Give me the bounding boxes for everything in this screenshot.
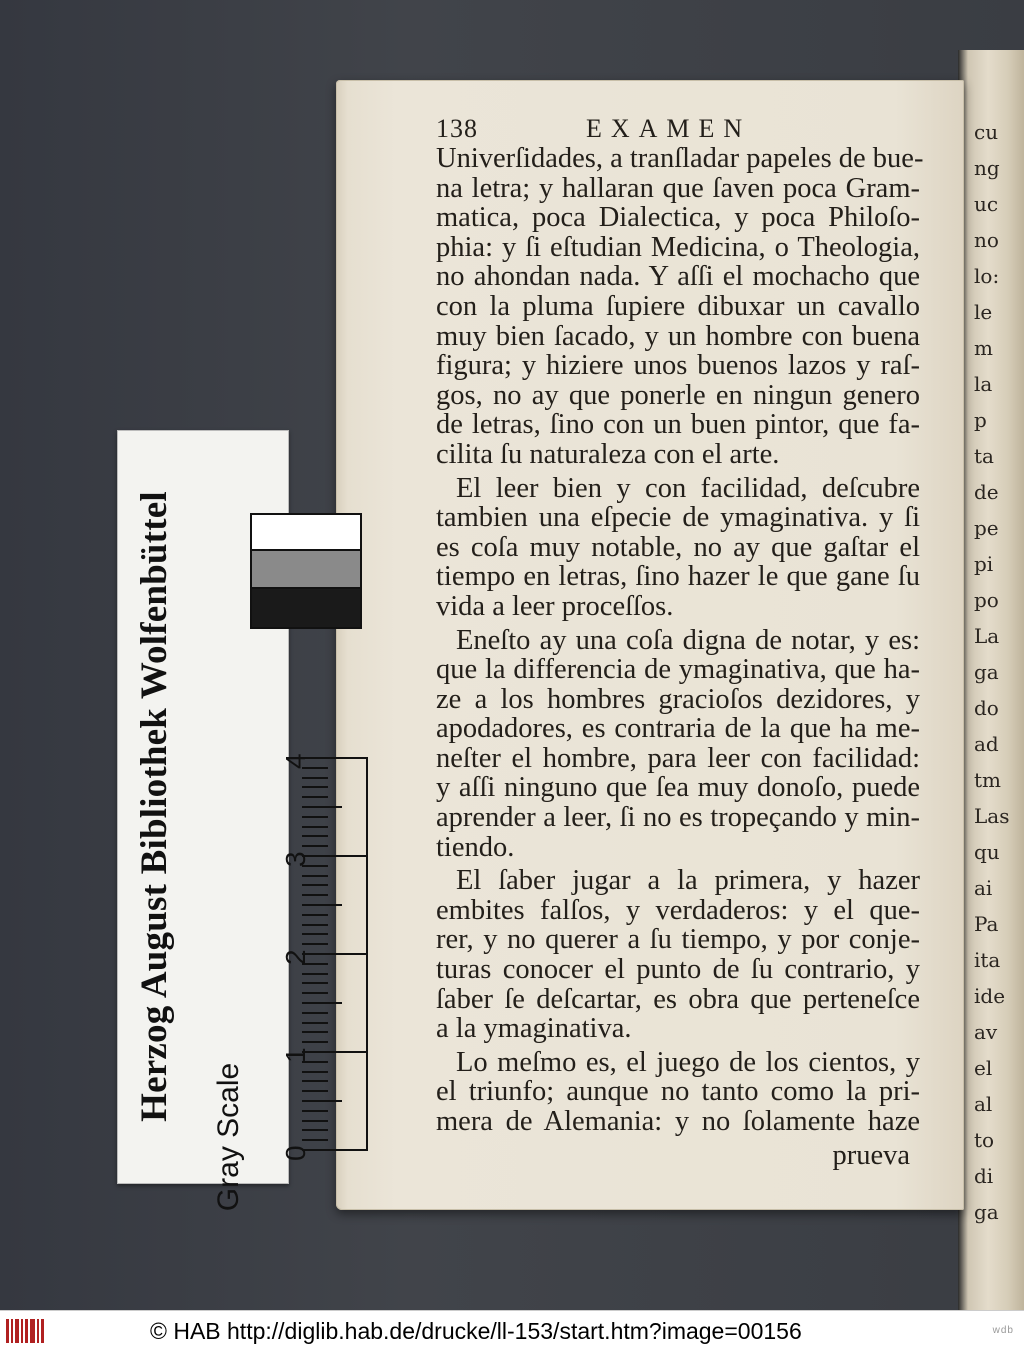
adjacent-text-fragment: lo: [974, 264, 1000, 288]
ruler-tick [302, 884, 328, 886]
text-line: que la differencia de ymaginativa, que ha- [436, 654, 920, 686]
catchword: prueva [832, 1139, 910, 1171]
barcode-icon [6, 1319, 48, 1343]
ruler-tick [302, 914, 328, 916]
text-line: Univerſidades, a tranſladar papeles de bue- [436, 143, 924, 174]
adjacent-text-fragment: av [974, 1020, 998, 1044]
adjacent-text-fragment: po [974, 588, 999, 612]
paragraph [436, 1048, 920, 1137]
text-line: Lo meſmo es, el juego de los cientos, y [456, 1046, 920, 1078]
scale-bar [117, 430, 311, 1212]
adjacent-page-edge [958, 50, 1024, 1310]
adjacent-text-fragment: al [974, 1092, 993, 1116]
adjacent-text-fragment: cu [974, 120, 999, 144]
ruler-tick [302, 1031, 328, 1033]
text-line: aprender a leer, ſi no es tropeçando y min- [436, 802, 920, 834]
ruler-number: 0 [280, 1145, 311, 1161]
adjacent-text-fragment: la [974, 372, 993, 396]
adjacent-text-fragment: no [974, 228, 999, 252]
text-line: gos, no ay que ponerle en ningun genero [436, 379, 920, 411]
ruler-tick [302, 1129, 328, 1131]
ruler-tick [302, 924, 328, 926]
gray-scale-text: Gray Scale [212, 1062, 246, 1212]
ruler-ticks [208, 431, 311, 1183]
adjacent-text-fragment: ide [974, 984, 1006, 1008]
text-line: Eneſto ay una coſa digna de notar, y es: [456, 624, 920, 656]
ruler-tick [302, 826, 328, 828]
adjacent-text-fragment: pi [974, 552, 994, 576]
paragraph [436, 143, 924, 470]
ruler-tick [302, 904, 342, 906]
text-line: ſaber ſe deſcartar, es obra que perteneſce [436, 983, 920, 1015]
text-line: matica, poca Dialectica, y poca Philoſo- [436, 202, 920, 234]
paragraph [436, 866, 920, 1044]
adjacent-text-fragment: m [974, 336, 993, 360]
ruler-tick [302, 933, 328, 935]
text-line: apodadores, es contraria de la que ha me- [436, 713, 920, 745]
text-line: El leer bien y con facilidad, deſcubre [456, 472, 920, 504]
text-line: no ahondan nada. Y aſſi el mochacho que [436, 261, 920, 293]
text-line: el triunfo; aunque no tanto como la pri- [436, 1076, 920, 1108]
text-line: de letras, ſino con un buen pintor, que fa- [436, 409, 920, 441]
adjacent-text-fragment: ng [974, 156, 1000, 180]
text-line: es coſa muy notable, no ay que gaſtar el [436, 531, 920, 563]
ruler-tick [302, 894, 328, 896]
ruler-tick [302, 992, 328, 994]
text-line: con la pluma ſupiere dibuxar un cavallo [436, 290, 920, 322]
adjacent-text-fragment: di [974, 1164, 994, 1188]
ruler-tick [302, 1012, 328, 1014]
text-line: tiendo. [436, 831, 515, 863]
adjacent-text-fragment: ta [974, 444, 994, 468]
adjacent-text-fragment: pe [974, 516, 999, 540]
adjacent-text-fragment: le [974, 300, 993, 324]
text-line: muy bien ſacado, y un hombre con buena [436, 320, 920, 352]
ruler-tick [302, 982, 328, 984]
text-line: a la ymaginativa. [436, 1013, 632, 1045]
adjacent-text-fragment: tm [974, 768, 1002, 792]
running-head [436, 114, 920, 144]
footer-citation: © HAB http://diglib.hab.de/drucke/ll-153/start.htm?image=00156 [150, 1318, 802, 1344]
text-line: mera de Alemania: y no ſolamente haze [436, 1106, 920, 1137]
ruler-tick [302, 875, 328, 877]
paragraph [436, 626, 920, 863]
text-line: na letra; y hallaran que ſaven poca Gram- [436, 172, 920, 204]
body-text [436, 143, 924, 1137]
paragraph [436, 474, 920, 622]
ruler-tick [302, 1080, 328, 1082]
text-line: embites falſos, y verdaderos: y el que- [436, 894, 920, 926]
text-line: figura; y hiziere unos buenos lazos y raſ- [436, 350, 920, 382]
ruler-line [366, 757, 368, 1149]
footer-mark: wdb [992, 1325, 1014, 1336]
institution-label [130, 443, 178, 1169]
ruler-number: 1 [280, 1047, 311, 1063]
ruler-tick [302, 1100, 342, 1102]
ruler-tick [302, 786, 328, 788]
ruler-tick [302, 777, 328, 779]
ruler-tick [302, 835, 328, 837]
ruler-tick [302, 1022, 328, 1024]
ruler-tick [302, 806, 342, 808]
ruler-tick [302, 816, 328, 818]
text-line: tiempo en letras, ſino hazer le que gane ſu [436, 561, 920, 593]
text-line: neſter el hombre, para leer con facilidad: [436, 742, 920, 774]
adjacent-text-fragment: Las [974, 804, 1010, 828]
running-title: EXAMEN [586, 114, 752, 143]
ruler-number: 2 [280, 949, 311, 965]
text-line: y aſſi ninguno que ſea muy donoſo, puede [436, 772, 920, 804]
ruler-tick [302, 1002, 342, 1004]
text-line: turas conocer el punto de ſu contrario, y [436, 954, 920, 986]
text-line: ze a los hombres gracioſos dezidores, y [436, 683, 920, 715]
text-line: El ſaber jugar a la primera, y hazer [456, 865, 920, 897]
text-line: vida a leer proceſſos. [436, 590, 674, 622]
ruler-tick [302, 1090, 328, 1092]
adjacent-text-fragment: p [974, 408, 987, 432]
ruler-tick [302, 973, 328, 975]
adjacent-text-fragment: qu [974, 840, 1000, 864]
adjacent-text-fragment: ga [974, 660, 999, 684]
book-page [336, 80, 964, 1210]
text-line: phia: y ſi eſtudian Medicina, o Theologia, [436, 231, 920, 263]
adjacent-text-fragment: to [974, 1128, 995, 1152]
ruler-tick [302, 796, 328, 798]
page-number: 138 [436, 114, 478, 143]
adjacent-text-fragment: ad [974, 732, 999, 756]
text-line: cilita ſu naturaleza con el arte. [436, 438, 780, 470]
adjacent-text-fragment: uc [974, 192, 999, 216]
ruler-tick [302, 1120, 328, 1122]
adjacent-text-fragment: ai [974, 876, 993, 900]
adjacent-text-fragment: el [974, 1056, 993, 1080]
page-text [436, 114, 924, 1171]
text-line: tambien una eſpecie de ymaginativa. y ſi [436, 502, 920, 534]
adjacent-text-fragment: ga [974, 1200, 999, 1224]
adjacent-text-fragment: Pa [974, 912, 999, 936]
institution-text: Herzog August Bibliothek Wolfenbüttel [133, 490, 175, 1122]
adjacent-text-fragment: do [974, 696, 999, 720]
ruler-number: 4 [280, 753, 311, 769]
text-line: rer, y no querer a ſu tiempo, y por conje- [436, 924, 920, 956]
ruler-tick [302, 1110, 328, 1112]
adjacent-text-fragment: La [974, 624, 1000, 648]
ruler-number: 3 [280, 851, 311, 867]
footer-bar [0, 1310, 1024, 1351]
adjacent-text-fragment: de [974, 480, 999, 504]
adjacent-text-fragment: ita [974, 948, 1001, 972]
ruler-tick [302, 1071, 328, 1073]
